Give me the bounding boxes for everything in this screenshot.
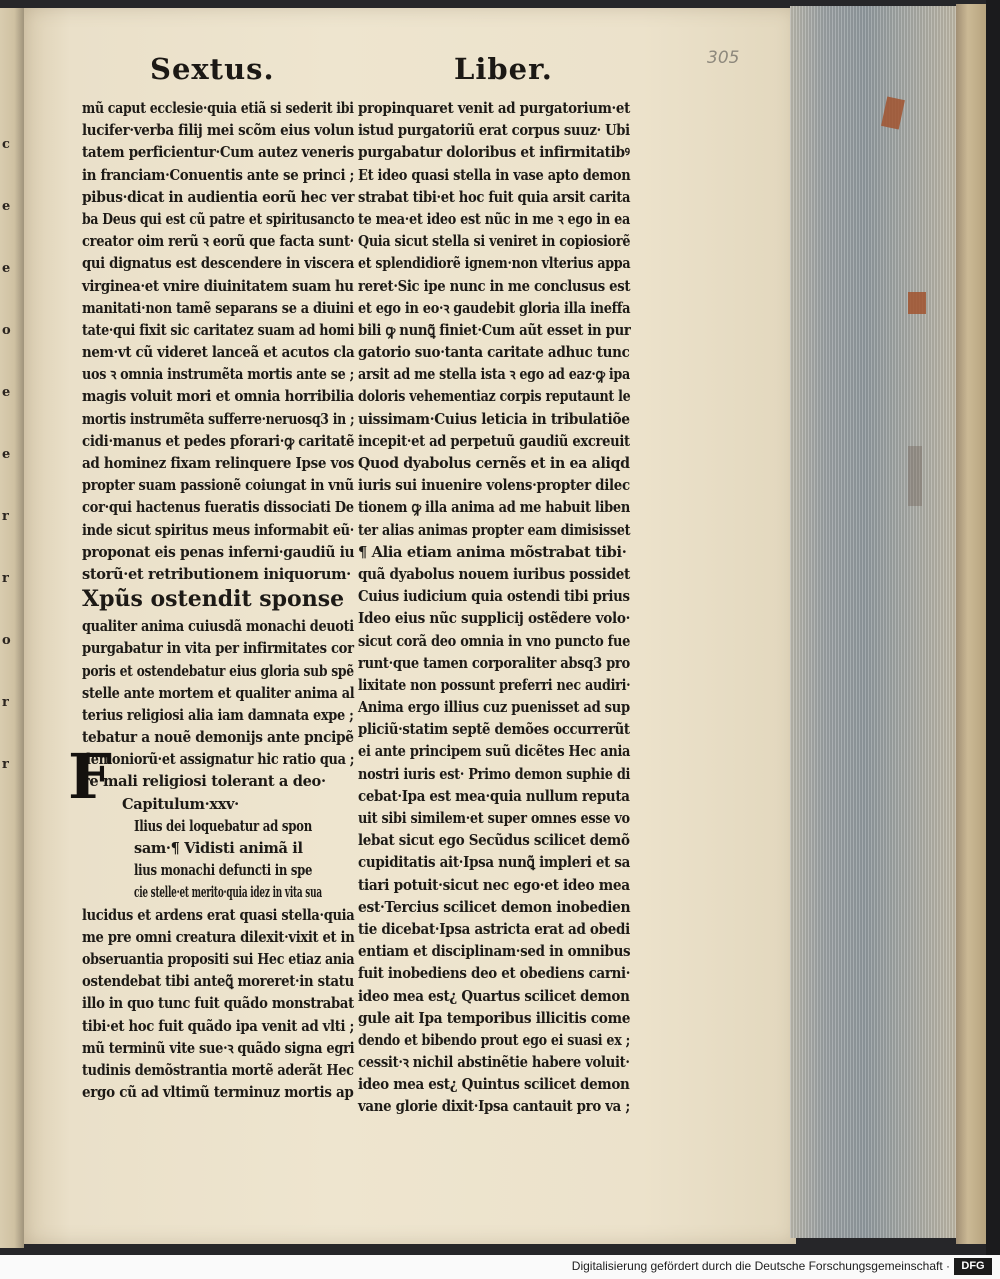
text-line: incepit·et ad perpetuũ gaudiũ excreuit — [358, 432, 630, 450]
facing-page-letter: r — [2, 509, 9, 524]
book-cover-edge — [956, 4, 986, 1244]
facing-page-letter: e — [2, 261, 11, 276]
text-line: Quod dyabolus cernẽs et in ea aliqd — [358, 455, 630, 472]
text-line: sam·¶ Vidisti animã il — [134, 840, 303, 857]
text-line: uissimam·Cuius leticia in tribulatiõe — [358, 410, 630, 428]
text-line: Cuius iudicium quia ostendi tibi prius — [358, 588, 630, 606]
text-line: virginea·et vnire diuinitatem suam hu — [82, 277, 354, 295]
text-line: lixitate non possunt preferri nec audiri· — [358, 676, 631, 694]
text-line: lebat sicut ego Secũdus scilicet demõ — [358, 832, 630, 850]
text-line: illo in quo tunc fuit quãdo monstrabat — [82, 995, 354, 1013]
text-line: bili ꝙ nunꝗ̃ finiet·Cum aũt esset in pur — [358, 321, 631, 339]
text-line: tibi·et hoc fuit quãdo ipa venit ad vlti ; — [82, 1017, 355, 1035]
facing-page-letter: o — [2, 323, 11, 338]
text-line: iuris sui inuenire volens·propter dilec — [358, 477, 630, 495]
text-line: obseruantia propositi sui Hec etiaz ania — [82, 950, 355, 968]
chapter-rubric: Xpũs ostendit sponse — [82, 586, 345, 613]
text-line: reret·Sic ipe nunc in me conclusus est — [358, 277, 631, 295]
text-line: pliciũ·statim septẽ demões occurrerũt — [358, 721, 630, 739]
text-line: ostendebat tibi anteꝗ̃ moreret·in statu — [82, 973, 354, 991]
text-line: cor·qui hactenus fueratis dissociati De — [82, 499, 354, 517]
text-line: pibus·dicat in audientia eorũ hec ver — [82, 188, 355, 206]
text-line: re mali religiosi tolerant a deo· — [82, 773, 326, 791]
text-line: ideo mea est¿ Quartus scilicet demon — [358, 987, 630, 1005]
text-line: lius monachi defuncti in spe — [134, 862, 313, 880]
dfg-logo: DFG — [954, 1258, 992, 1275]
text-line: ter alias animas propter eam dimisisset — [358, 521, 631, 539]
text-line: nostri iuris est· Primo demon suphie di — [358, 765, 631, 783]
text-line: stelle ante mortem et qualiter anima al — [82, 684, 355, 702]
text-line: tatem perficientur·Cum autez veneris — [82, 144, 354, 162]
text-line: cessit·ꝛ nichil abstinẽtie habere voluit· — [358, 1054, 630, 1072]
text-line: te mea·et ideo est nũc in me ꝛ ego in ea — [358, 210, 631, 228]
text-line: Anima ergo illius cuz puenisset ad sup — [358, 699, 630, 717]
text-line: ¶ Alia etiam anima mõstrabat tibi· — [358, 543, 627, 561]
paper-stain — [908, 292, 926, 314]
text-line: strabat tibi·et hoc fuit quia arsit carita — [358, 188, 631, 206]
text-line: mũ terminũ vite sue·ꝛ quãdo signa egri — [82, 1039, 355, 1057]
text-column-left — [82, 98, 354, 1104]
text-line: nem·vt cũ videret lanceã et acutos cla — [82, 344, 355, 362]
text-line: uit sibi similem·et super omnes esse vo — [358, 810, 630, 827]
paper-stain — [881, 96, 905, 129]
text-line: inde sicut spiritus meus informabit eũ· — [82, 521, 354, 539]
text-line: tebatur a nouẽ demonijs ante pncipẽ — [82, 729, 354, 747]
facing-page-letter: o — [2, 633, 11, 648]
text-line: creator oim rerũ ꝛ eorũ que facta sunt· — [82, 233, 354, 251]
text-line: lucidus et ardens erat quasi stella·quia — [82, 906, 355, 924]
text-line: runt·que tamen corporaliter absq3 pro — [358, 654, 630, 672]
facing-page-letter: e — [2, 199, 11, 214]
text-line: ei ante principem suũ dicẽtes Hec ania — [358, 743, 631, 761]
facing-page-edge — [0, 8, 24, 1248]
text-line: vane glorie dixit·Ipsa cantauit pro va ; — [358, 1098, 630, 1116]
text-line: propter suam passionẽ coiungat in vnũ — [82, 477, 354, 495]
text-line: tie dicebat·Ipsa astricta erat ad obedi — [358, 920, 630, 938]
text-line: Ideo eius nũc supplicij ostẽdere volo· — [358, 610, 631, 628]
text-line: fuit inobediens deo et obediens carni· — [358, 965, 631, 983]
facing-page-letter: r — [2, 695, 9, 710]
text-line: ba Deus qui est cũ patre et spiritusancto — [82, 210, 355, 228]
text-line: in franciam·Conuentis ante se princi ; — [82, 166, 355, 184]
text-line: istud purgatoriũ erat corpus suuz· Ubi — [358, 122, 630, 140]
credit-bar — [0, 1255, 1000, 1279]
text-line: propinquaret venit ad purgatorium·et — [358, 100, 630, 117]
funding-credit: Digitalisierung gefördert durch die Deutsche Forschungsgemeinschaft · — [571, 1259, 950, 1273]
text-line: demoniorũ·et assignatur hic ratio qua ; — [82, 751, 355, 769]
drop-cap-initial: F — [68, 740, 113, 813]
text-line: cebat·Ipa est mea·quia nullum reputa — [358, 787, 630, 805]
text-line: me pre omni creatura dilexit·vixit et in — [82, 928, 355, 946]
text-line: et splendidiorẽ ignem·non vlterius appa — [358, 255, 631, 273]
text-line: qui dignatus est descendere in viscera — [82, 255, 355, 273]
text-line: purgabatur doloribus et infirmitatibꝰ — [358, 144, 630, 162]
text-line: gule ait Ipa temporibus illicitis come — [358, 1009, 631, 1027]
pencil-folio-number: 305 — [707, 48, 740, 68]
text-line: Et ideo quasi stella in vase apto demon — [358, 166, 631, 184]
text-line: poris et ostendebatur eius gloria sub spẽ — [82, 662, 354, 680]
page-block-fore-edge — [790, 6, 958, 1238]
text-line: cie stelle·et merito·quia idez in vita sua — [134, 884, 322, 902]
text-line: quã dyabolus nouem iuribus possidet — [358, 565, 630, 583]
facing-page-letter: r — [2, 757, 9, 772]
text-line: tionem ꝙ illa anima ad me habuit liben — [358, 499, 630, 517]
text-line: terius religiosi alia iam damnata expe ; — [82, 706, 354, 724]
text-line: purgabatur in vita per infirmitates cor — [82, 640, 354, 658]
text-line: ergo cũ ad vltimũ terminuz mortis ap — [82, 1084, 354, 1102]
text-line: mortis instrumẽta sufferre·neruosq3 in ; — [82, 410, 355, 428]
paper-stain — [908, 446, 922, 506]
text-line: dendo et bibendo prout ego ei suasi ex ; — [358, 1031, 630, 1049]
text-line: Ilius dei loquebatur ad spon — [134, 817, 312, 835]
text-line: uos ꝛ omnia instrumẽta mortis ante se ; — [82, 366, 355, 384]
text-line: lucifer·verba filij mei scõm eius volun — [82, 122, 355, 140]
facing-page-letter: e — [2, 385, 11, 400]
facing-page-letter: c — [2, 137, 10, 152]
text-line: cupiditatis ait·Ipsa nunꝗ̃ impleri et sa — [358, 854, 631, 872]
text-line: est·Tercius scilicet demon inobedien — [358, 898, 631, 916]
text-line: cidi·manus et pedes pforari·ꝙ caritatẽ — [82, 432, 355, 450]
text-line: ideo mea est¿ Quintus scilicet demon — [358, 1076, 630, 1094]
text-line: ad hominez fixam relinquere Ipse vos — [82, 455, 355, 472]
running-head-right: Liber. — [454, 52, 553, 86]
text-column-right — [358, 98, 630, 1119]
text-line: entiam et disciplinam·sed in omnibus — [358, 943, 631, 961]
text-line: et ego in eo·ꝛ gaudebit gloria illa ineffa — [358, 299, 631, 317]
text-line: arsit ad me stella ista ꝛ ego ad eaz·ꝙ ipa — [358, 366, 630, 384]
scan-border — [986, 0, 1000, 1255]
text-line: tudinis demõstrantia mortẽ aderãt Hec — [82, 1061, 354, 1079]
text-line: tiari potuit·sicut nec ego·et ideo mea — [358, 876, 630, 894]
text-line: gatorio suo·tanta caritate adhuc tunc — [358, 344, 630, 362]
text-line: qualiter anima cuiusdã monachi deuoti — [82, 618, 354, 636]
text-line: sicut corã deo omnia in vno puncto fue — [358, 632, 631, 650]
text-line: doloris vehementiaz corpis reputaunt le — [358, 388, 631, 406]
text-line: tate·qui fixit sic caritatez suam ad homi — [82, 321, 355, 339]
facing-page-letter: e — [2, 447, 11, 462]
facing-page-letter: r — [2, 571, 9, 586]
chapter-number: Capitulum·xxv· — [122, 795, 239, 813]
text-line: mũ caput ecclesie·quia etiã si sederit ibi — [82, 100, 354, 117]
text-line: Quia sicut stella si veniret in copiosiorẽ — [358, 233, 631, 251]
text-line: magis voluit mori et omnia horribilia — [82, 388, 354, 406]
text-line: storũ·et retributionem iniquorum· — [82, 565, 351, 583]
running-head-left: Sextus. — [150, 52, 275, 86]
text-line: manitati·non tamẽ separans se a diuini — [82, 299, 354, 317]
text-line: proponat eis penas inferni·gaudiũ iu — [82, 543, 355, 561]
